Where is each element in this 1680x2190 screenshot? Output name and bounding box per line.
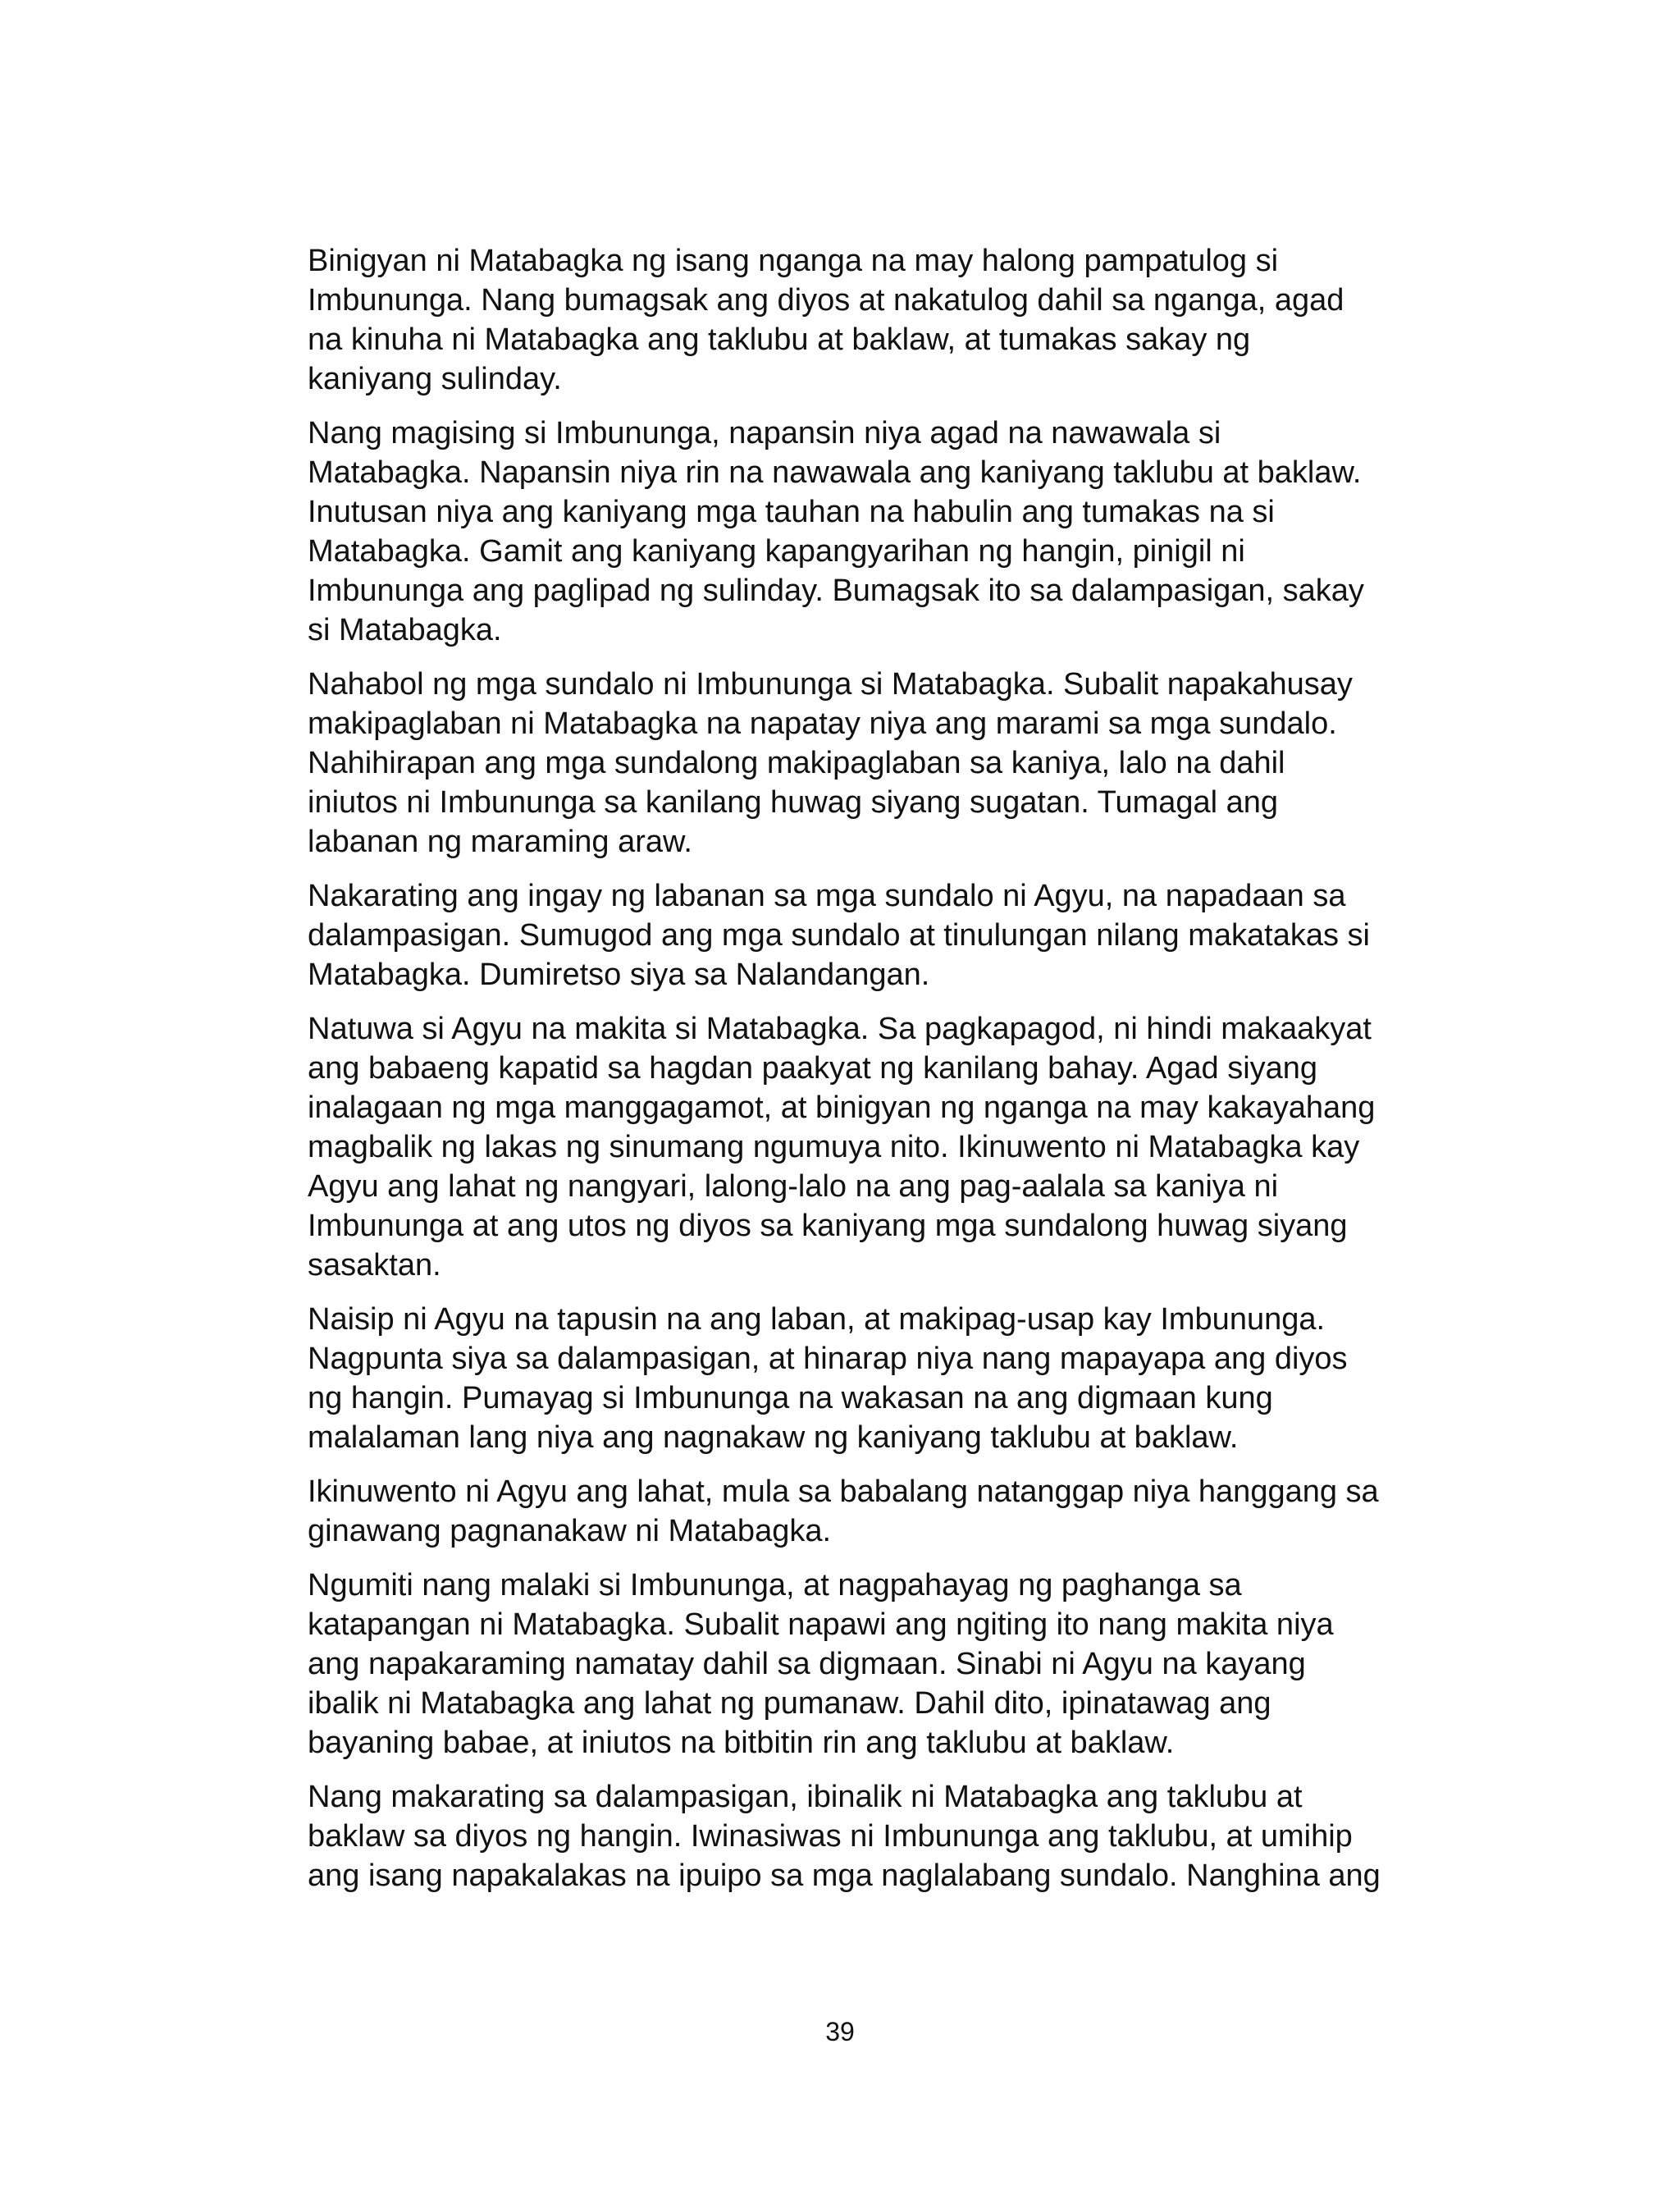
text-line: Ikinuwento ni Agyu ang lahat, mula sa babalang natanggap niya hanggang sa <box>308 1474 1379 1509</box>
text-line: makipaglaban ni Matabagka na napatay niya ang marami sa mga sundalo. <box>308 706 1337 741</box>
paragraph <box>308 241 1481 399</box>
text-line: baklaw sa diyos ng hangin. Iwinasiwas ni Imbununga ang taklubu, at umihip <box>308 1819 1353 1854</box>
text-line: ibalik ni Matabagka ang lahat ng pumanaw. Dahil dito, ipinatawag ang <box>308 1686 1271 1721</box>
text-line: sasaktan. <box>308 1248 441 1282</box>
text-line: ang napakaraming namatay dahil sa digmaan. Sinabi ni Agyu na kayang <box>308 1647 1306 1681</box>
text-line: Nahihirapan ang mga sundalong makipaglaban sa kaniya, lalo na dahil <box>308 746 1285 780</box>
text-line: Nahabol ng mga sundalo ni Imbununga si Matabagka. Subalit napakahusay <box>308 667 1353 702</box>
text-line: Nakarating ang ingay ng labanan sa mga sundalo ni Agyu, na napadaan sa <box>308 879 1346 913</box>
text-line: kaniyang sulinday. <box>308 362 562 396</box>
text-line: ng hangin. Pumayag si Imbununga na wakasan na ang digmaan kung <box>308 1381 1273 1415</box>
text-line: iniutos ni Imbununga sa kanilang huwag siyang sugatan. Tumagal ang <box>308 785 1279 820</box>
text-line: Imbununga at ang utos ng diyos sa kaniyang mga sundalong huwag siyang <box>308 1209 1348 1243</box>
paragraph <box>308 414 1481 650</box>
text-line: ang isang napakalakas na ipuipo sa mga naglalabang sundalo. Nanghina ang <box>308 1859 1381 1893</box>
text-line: bayaning babae, at iniutos na bitbitin rin ang taklubu at baklaw. <box>308 1726 1175 1760</box>
paragraph <box>308 1300 1481 1457</box>
text-line: Natuwa si Agyu na makita si Matabagka. Sa pagkapagod, ni hindi makaakyat <box>308 1012 1372 1046</box>
text-line: Matabagka. Dumiretso siya sa Nalandangan. <box>308 958 930 992</box>
text-line: katapangan ni Matabagka. Subalit napawi ang ngiting ito nang makita niya <box>308 1607 1334 1642</box>
paragraph <box>308 665 1481 862</box>
text-line: Ngumiti nang malaki si Imbununga, at nagpahayag ng paghanga sa <box>308 1568 1242 1602</box>
text-line: inalagaan ng mga manggagamot, at binigyan ng nganga na may kakayahang <box>308 1090 1376 1125</box>
paragraph <box>308 1566 1481 1763</box>
paragraph <box>308 876 1481 994</box>
text-line: Nang magising si Imbununga, napansin niya agad na nawawala si <box>308 416 1221 450</box>
text-line: dalampasigan. Sumugod ang mga sundalo at tinulungan nilang makatakas si <box>308 918 1370 953</box>
text-line: Nagpunta siya sa dalampasigan, at hinarap niya nang mapayapa ang diyos <box>308 1342 1348 1376</box>
text-line: Matabagka. Gamit ang kaniyang kapangyarihan ng hangin, pinigil ni <box>308 534 1245 569</box>
text-line: Nang makarating sa dalampasigan, ibinalik ni Matabagka ang taklubu at <box>308 1780 1303 1814</box>
paragraph <box>308 1009 1481 1285</box>
text-line: ang babaeng kapatid sa hagdan paakyat ng kanilang bahay. Agad siyang <box>308 1051 1318 1086</box>
text-line: Binigyan ni Matabagka ng isang nganga na may halong pampatulog si <box>308 244 1279 278</box>
text-line: Imbununga. Nang bumagsak ang diyos at nakatulog dahil sa nganga, agad <box>308 283 1344 318</box>
text-line: Naisip ni Agyu na tapusin na ang laban, at makipag-usap kay Imbununga. <box>308 1302 1326 1337</box>
text-line: labanan ng maraming araw. <box>308 825 692 859</box>
paragraph <box>308 1777 1481 1895</box>
text-line: Imbununga ang paglipad ng sulinday. Bumagsak ito sa dalampasigan, sakay <box>308 574 1364 608</box>
text-line: na kinuha ni Matabagka ang taklubu at baklaw, at tumakas sakay ng <box>308 322 1251 357</box>
text-line: si Matabagka. <box>308 613 502 647</box>
page-number: 39 <box>825 2017 855 2046</box>
body-text <box>308 241 1481 1910</box>
paragraph <box>308 1472 1481 1551</box>
text-line: Inutusan niya ang kaniyang mga tauhan na habulin ang tumakas na si <box>308 495 1275 529</box>
text-line: ginawang pagnanakaw ni Matabagka. <box>308 1514 832 1548</box>
text-line: magbalik ng lakas ng sinumang ngumuya nito. Ikinuwento ni Matabagka kay <box>308 1130 1360 1164</box>
text-line: Agyu ang lahat ng nangyari, lalong-lalo na ang pag-aalala sa kaniya ni <box>308 1169 1279 1204</box>
text-line: malalaman lang niya ang nagnakaw ng kaniyang taklubu at baklaw. <box>308 1420 1239 1455</box>
text-line: Matabagka. Napansin niya rin na nawawala ang kaniyang taklubu at baklaw. <box>308 455 1362 490</box>
